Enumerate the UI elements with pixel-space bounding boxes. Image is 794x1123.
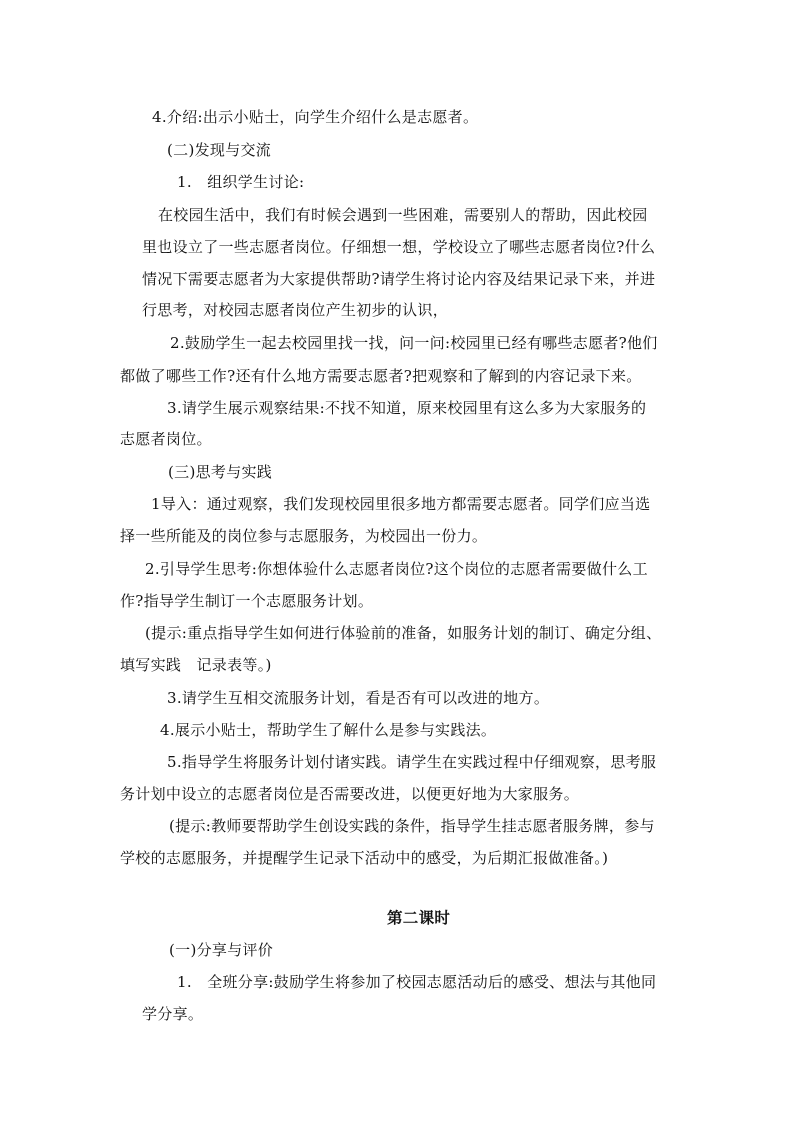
paragraph-line: 在校园生活中，我们有时候会遇到一些困难，需要别人的帮助，因此校园 (158, 206, 648, 224)
paragraph-line: 作?指导学生制订一个志愿服务计划。 (120, 592, 374, 610)
list-item: 1. 全班分享:鼓励学生将参加了校园志愿活动后的感受、想法与其他同 (177, 973, 657, 991)
list-item: 2.引导学生思考:你想体验什么志愿者岗位?这个岗位的志愿者需要做什么工 (145, 560, 648, 578)
paragraph-line: 学分享。 (142, 1005, 204, 1023)
paragraph-line: 志愿者岗位。 (120, 430, 212, 448)
list-item: 5.指导学生将服务计划付诸实践。请学生在实践过程中仔细观察，思考服 (167, 753, 657, 771)
paragraph-line: 4.介绍:出示小贴士，向学生介绍什么是志愿者。 (152, 108, 479, 126)
note-line: 学校的志愿服务，并提醒学生记录下活动中的感受，为后期汇报做准备。) (120, 849, 609, 867)
paragraph-line: 择一些所能及的岗位参与志愿服务，为校园出一份力。 (120, 527, 488, 545)
list-item: 3.请学生展示观察结果:不找不知道，原来校园里有这么多为大家服务的 (167, 399, 647, 417)
note-line: (提示:教师要帮助学生创设实践的条件，指导学生挂志愿者服务牌，参与 (169, 817, 655, 835)
lesson-title: 第二课时 (387, 908, 451, 927)
paragraph-line: 务计划中设立的志愿者岗位是否需要改进，以便更好地为大家服务。 (120, 785, 580, 803)
section-heading: (二)发现与交流 (167, 141, 272, 159)
section-heading: (三)思考与实践 (168, 463, 273, 481)
note-line: 填写实践 记录表等。) (120, 656, 272, 674)
list-item: 2.鼓励学生一起去校园里找一找，问一问:校园里已经有哪些志愿者?他们 (170, 334, 658, 352)
note-line: (提示:重点指导学生如何进行体验前的准备，如服务计划的制订、确定分组、 (145, 624, 662, 642)
paragraph-line: 里也设立了一些志愿者岗位。仔细想一想，学校设立了哪些志愿者岗位?什么 (142, 238, 656, 256)
list-item: 1导入：通过观察，我们发现校园里很多地方都需要志愿者。同学们应当选 (151, 495, 651, 513)
list-item: 1. 组织学生讨论: (177, 173, 305, 191)
list-item: 4.展示小贴士，帮助学生了解什么是参与实践法。 (160, 721, 497, 739)
paragraph-line: 行思考，对校园志愿者岗位产生初步的认识， (142, 301, 449, 319)
list-item: 3.请学生互相交流服务计划，看是否有可以改进的地方。 (167, 689, 550, 707)
paragraph-line: 都做了哪些工作?还有什么地方需要志愿者?把观察和了解到的内容记录下来。 (120, 367, 642, 385)
section-heading: (一)分享与评价 (169, 941, 274, 959)
paragraph-line: 情况下需要志愿者为大家提供帮助?请学生将讨论内容及结果记录下来，并进 (142, 270, 656, 288)
